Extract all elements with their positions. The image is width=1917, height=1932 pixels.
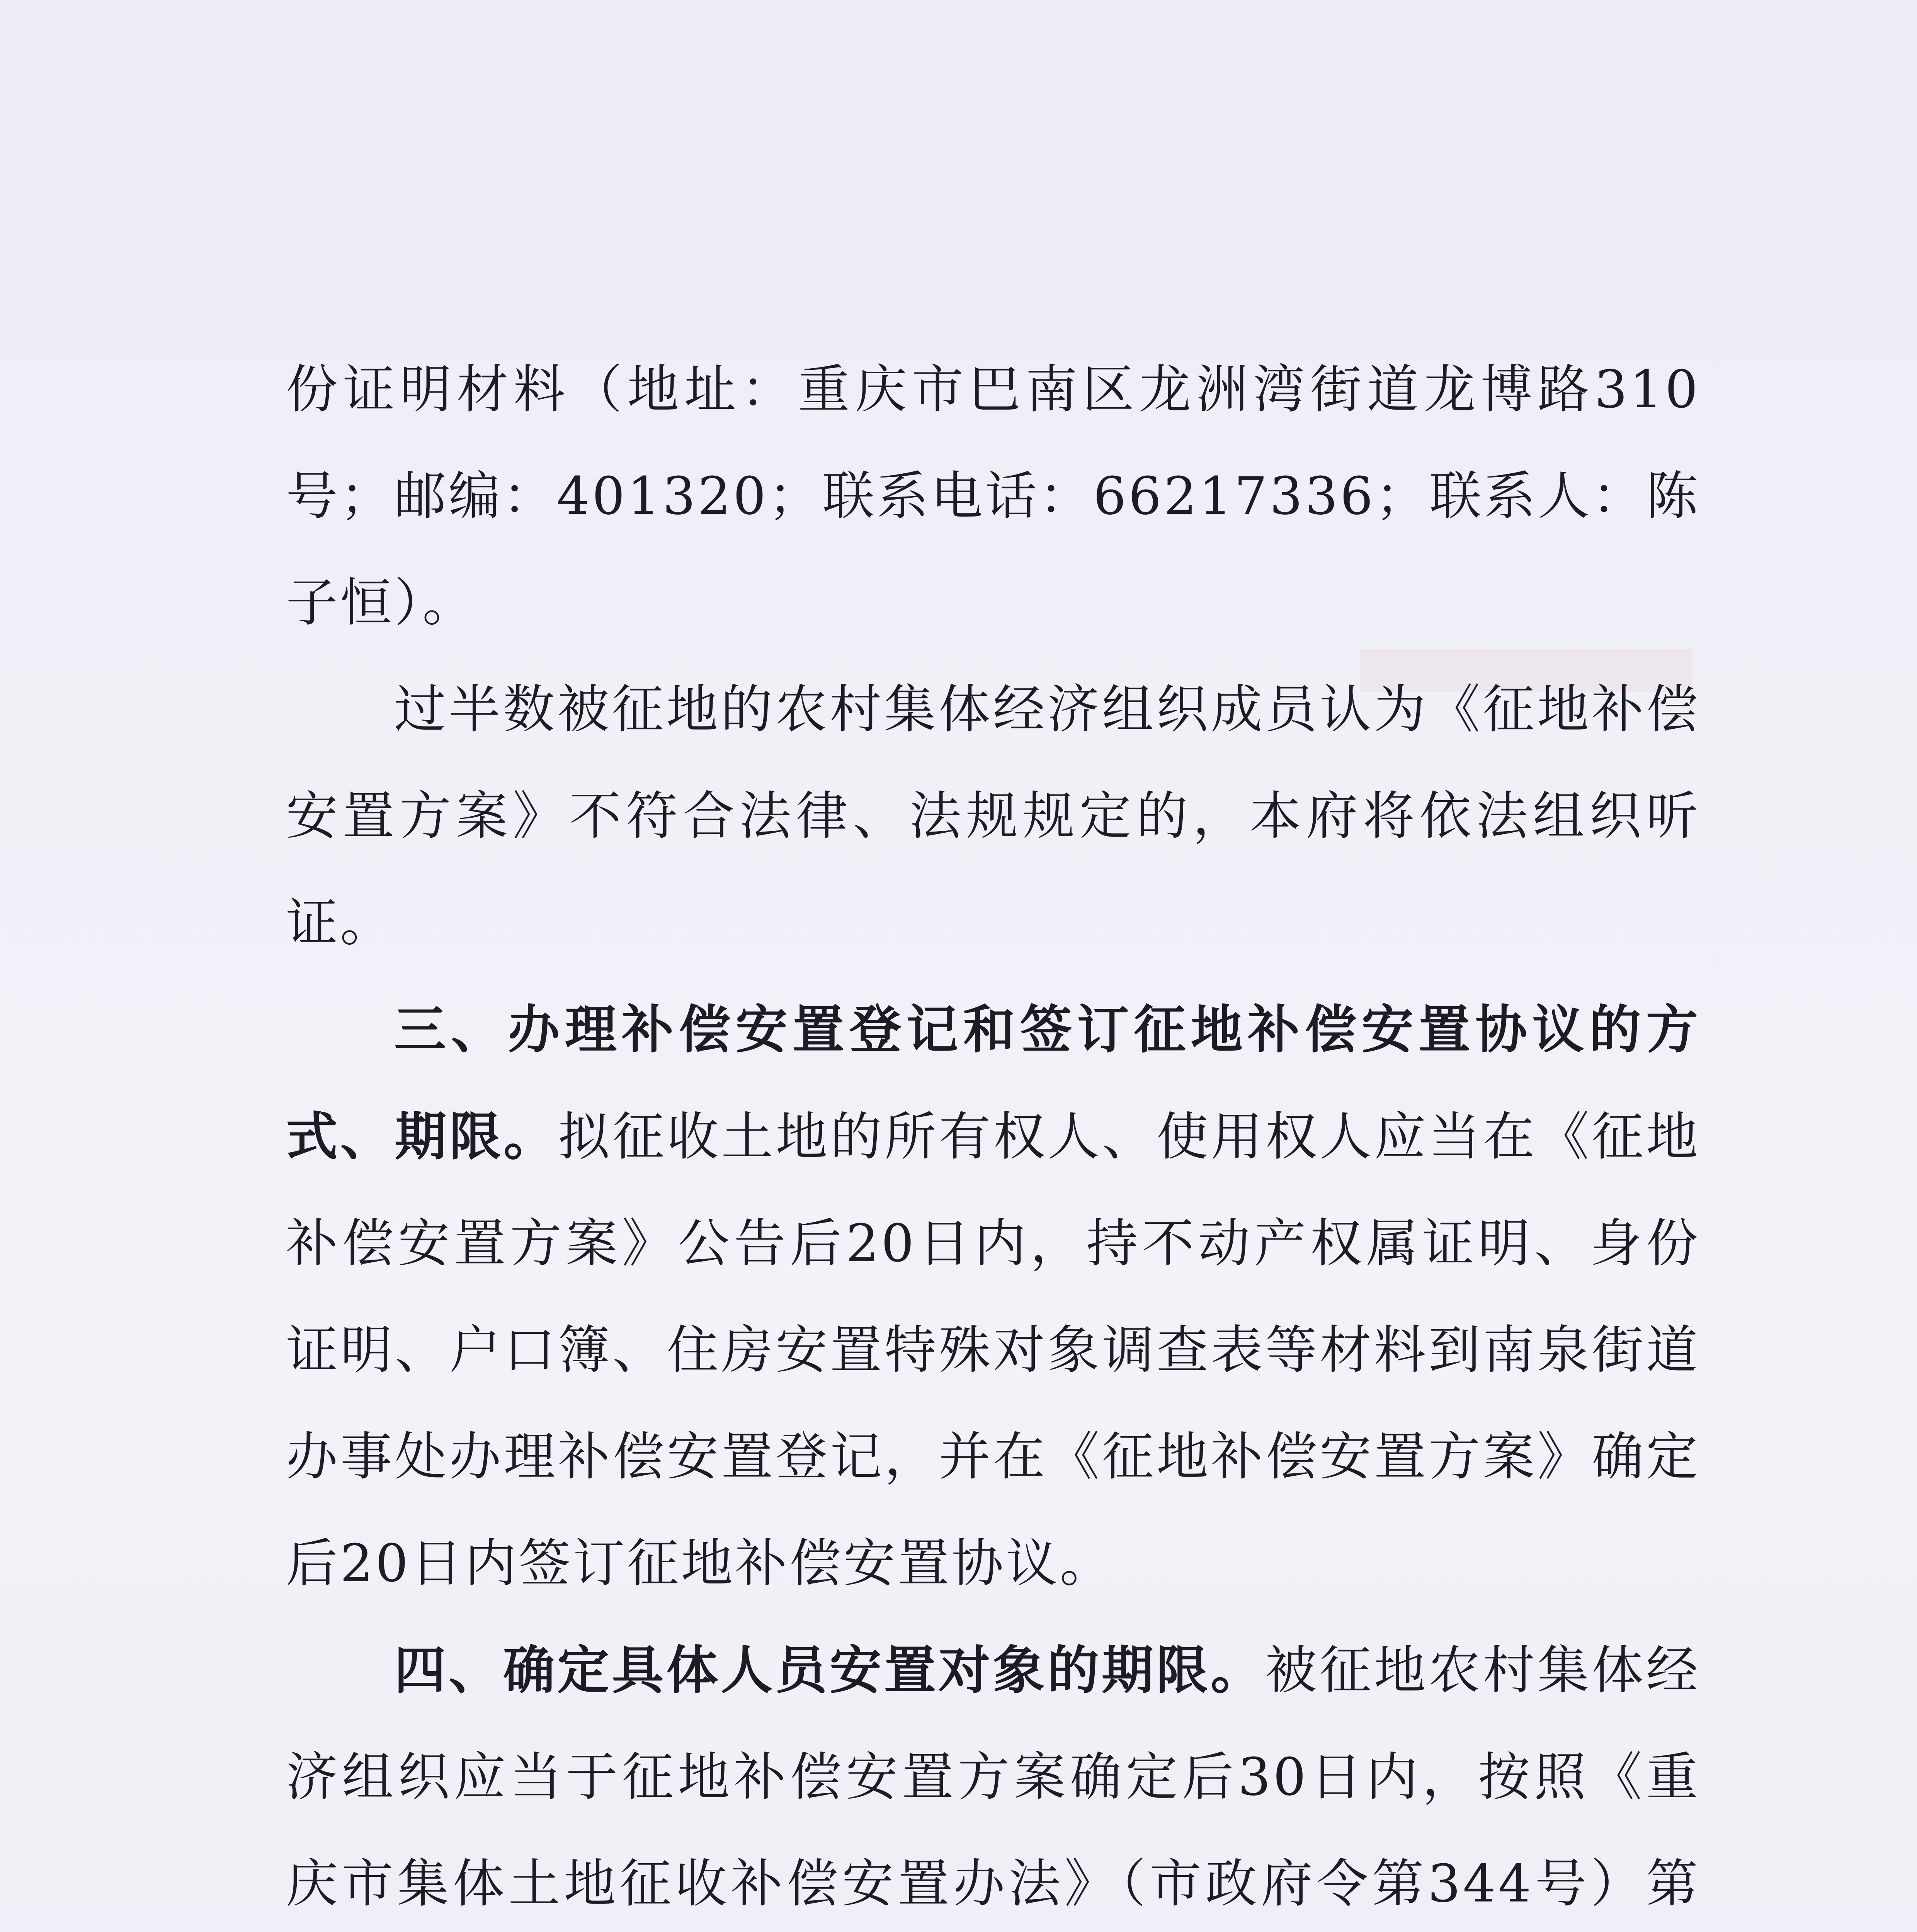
paragraph-text: 过半数被征地的农村集体经济组织成员认为《征地补偿安置方案》不符合法律、法规规定的，本府将依法组织听证。	[286, 679, 1700, 953]
paragraph-text: 拟征收土地的所有权人、使用权人应当在《征地补偿安置方案》公告后20日内，持不动产权属证明、身份证明、户口簿、住房安置特殊对象调查表等材料到南泉街道办事处办理补偿安置登记，并在《征地补偿安置方案》确定后20日内签订征地补偿安置协议。	[286, 1107, 1700, 1594]
paragraph-section-three	[286, 976, 1700, 1617]
paragraph-section-four	[286, 1617, 1700, 1932]
section-heading: 三、办理补偿安置登记和签订征地补偿安置协议的方式、期限。	[286, 999, 1700, 1167]
section-heading: 四、确定具体人员安置对象的期限。	[394, 1639, 1265, 1701]
paragraph-contact-info	[286, 336, 1700, 656]
paragraph-text: 份证明材料（地址：重庆市巴南区龙洲湾街道龙博路310号；邮编：401320；联系电话：66217336；联系人：陈子恒）。	[286, 359, 1700, 633]
document-body	[286, 336, 1700, 1932]
paragraph-text: 被征地农村集体经济组织应当于征地补偿安置方案确定后30日内，按照《重庆市集体土地征收补偿安置办法》（市政府令第344号）第	[286, 1640, 1700, 1914]
paragraph-hearing	[286, 656, 1700, 976]
